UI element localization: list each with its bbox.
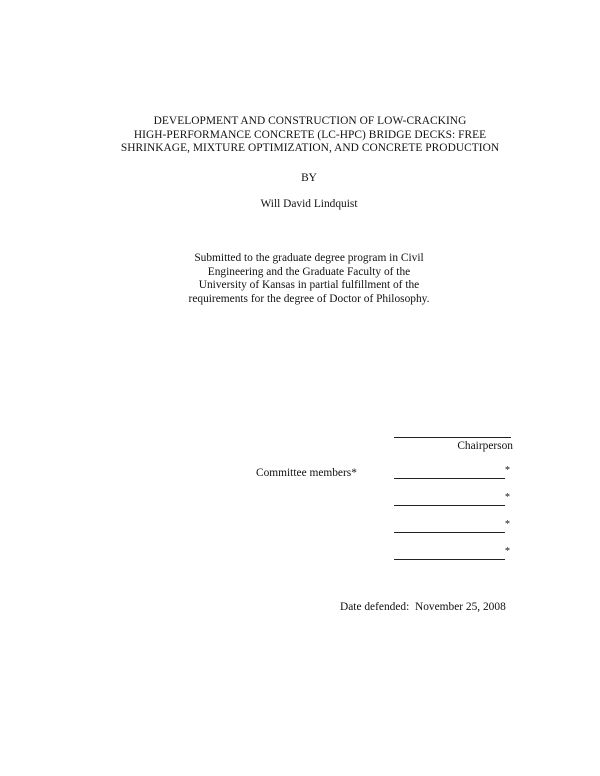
date-defended-label: Date defended: (340, 601, 410, 613)
author-name: Will David Lindquist (260, 198, 358, 210)
asterisk-marker: * (505, 519, 510, 530)
title-line-2: HIGH-PERFORMANCE CONCRETE (LC-HPC) BRIDGE DECKS: FREE (133, 128, 487, 141)
title-line-1: DEVELOPMENT AND CONSTRUCTION OF LOW-CRACKING (153, 115, 467, 127)
date-defended-value: November 25, 2008 (414, 601, 506, 613)
committee-member-signature-4 (394, 548, 516, 562)
by-label: BY (301, 172, 317, 184)
asterisk-marker: * (505, 546, 510, 557)
asterisk-marker: * (505, 492, 510, 503)
signature-line (394, 505, 505, 506)
signature-line (394, 559, 505, 560)
submission-statement (110, 252, 508, 306)
committee-member-signature-3 (394, 521, 516, 535)
committee-members-label: Committee members* (256, 467, 357, 479)
submission-line-4: requirements for the degree of Doctor of Philosophy. (188, 292, 430, 305)
asterisk-marker: * (505, 465, 510, 476)
date-defended (340, 601, 506, 613)
title-line-3: SHRINKAGE, MIXTURE OPTIMIZATION, AND CONCRETE PRODUCTION (120, 142, 500, 155)
submission-line-3: University of Kansas in partial fulfillment of the (198, 279, 420, 292)
signature-line (394, 532, 505, 533)
chairperson-signature-line (394, 437, 511, 438)
chairperson-label: Chairperson (457, 440, 513, 452)
committee-member-signature-1 (394, 467, 516, 481)
submission-line-1: Submitted to the graduate degree program in Civil (194, 252, 424, 264)
dissertation-title (60, 115, 560, 156)
submission-line-2: Engineering and the Graduate Faculty of the (207, 265, 411, 278)
signature-line (394, 478, 505, 479)
committee-member-signature-2 (394, 494, 516, 508)
